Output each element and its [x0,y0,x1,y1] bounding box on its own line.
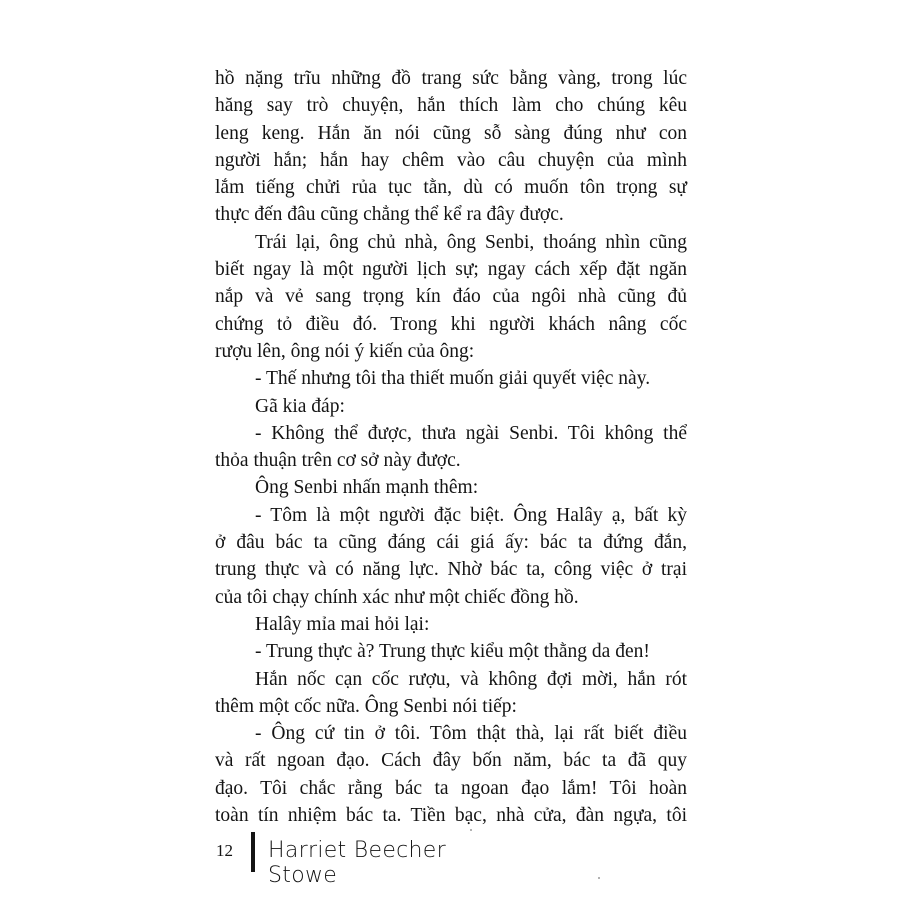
text-line: thêm một cốc nữa. Ông Senbi nói tiếp: [215,695,517,717]
text-line: Hắn nốc cạn cốc rượu, và không đợi mời, hắn rót [255,668,687,690]
print-speck [470,829,472,831]
text-line: trung thực và có năng lực. Nhờ bác ta, công việc ở trại [215,559,687,581]
text-line: đạo. Tôi chắc rằng bác ta ngoan đạo lắm! Tôi hoàn [215,777,687,799]
text-line: Gã kia đáp: [255,395,345,417]
page-footer [216,832,516,888]
text-line: - Trung thực à? Trung thực kiểu một thằng da đen! [255,641,650,663]
text-line: lắm tiếng chửi rủa tục tằn, dù có muốn tôn trọng sự [215,177,687,199]
text-line: biết ngay là một người lịch sự; ngay cách xếp đặt ngăn [215,259,687,281]
text-line: chứng tỏ điều đó. Trong khi người khách nâng cốc [215,313,687,335]
text-line: - Không thể được, thưa ngài Senbi. Tôi không thể [255,422,687,444]
text-line: - Thế nhưng tôi tha thiết muốn giải quyết việc này. [255,368,651,390]
running-footer-author: Harriet Beecher Stowe [268,838,446,888]
text-line: Trái lại, ông chủ nhà, ông Senbi, thoáng nhìn cũng [255,231,687,253]
text-line: leng keng. Hắn ăn nói cũng sỗ sàng đúng như con [215,122,687,144]
text-line: của tôi chạy chính xác như một chiếc đồng hồ. [215,586,579,608]
text-line: toàn tín nhiệm bác ta. Tiền bạc, nhà cửa, đàn ngựa, tôi [215,805,687,827]
text-line: Halây mỉa mai hỏi lại: [255,613,430,635]
text-line: người hắn; hắn hay chêm vào câu chuyện của mình [215,149,687,171]
page-number: 12 [216,841,233,860]
text-line: - Ông cứ tin ở tôi. Tôm thật thà, lại rất biết điều [255,723,687,745]
print-speck [598,877,600,879]
text-line: và rất ngoan đạo. Cách đây bốn năm, bác ta đã quy [215,750,687,772]
text-line: hồ nặng trĩu những đồ trang sức bằng vàng, trong lúc [215,68,687,89]
text-line: Ông Senbi nhấn mạnh thêm: [255,477,479,499]
text-line: hăng say trò chuyện, hắn thích làm cho chúng kêu [215,95,687,117]
text-line: ở đâu bác ta cũng đáng cái giá ấy: bác ta đứng đắn, [215,532,687,554]
text-line: thực đến đâu cũng chẳng thể kể ra đây được. [215,204,564,226]
body-text [215,65,687,829]
text-line: rượu lên, ông nói ý kiến của ông: [215,340,475,362]
text-line: nắp và vẻ sang trọng kín đáo của ngôi nhà cũng đủ [215,286,687,308]
text-line: - Tôm là một người đặc biệt. Ông Halây ạ, bất kỳ [255,504,687,526]
text-line: thỏa thuận trên cơ sở này được. [215,450,461,472]
footer-divider [251,832,255,872]
